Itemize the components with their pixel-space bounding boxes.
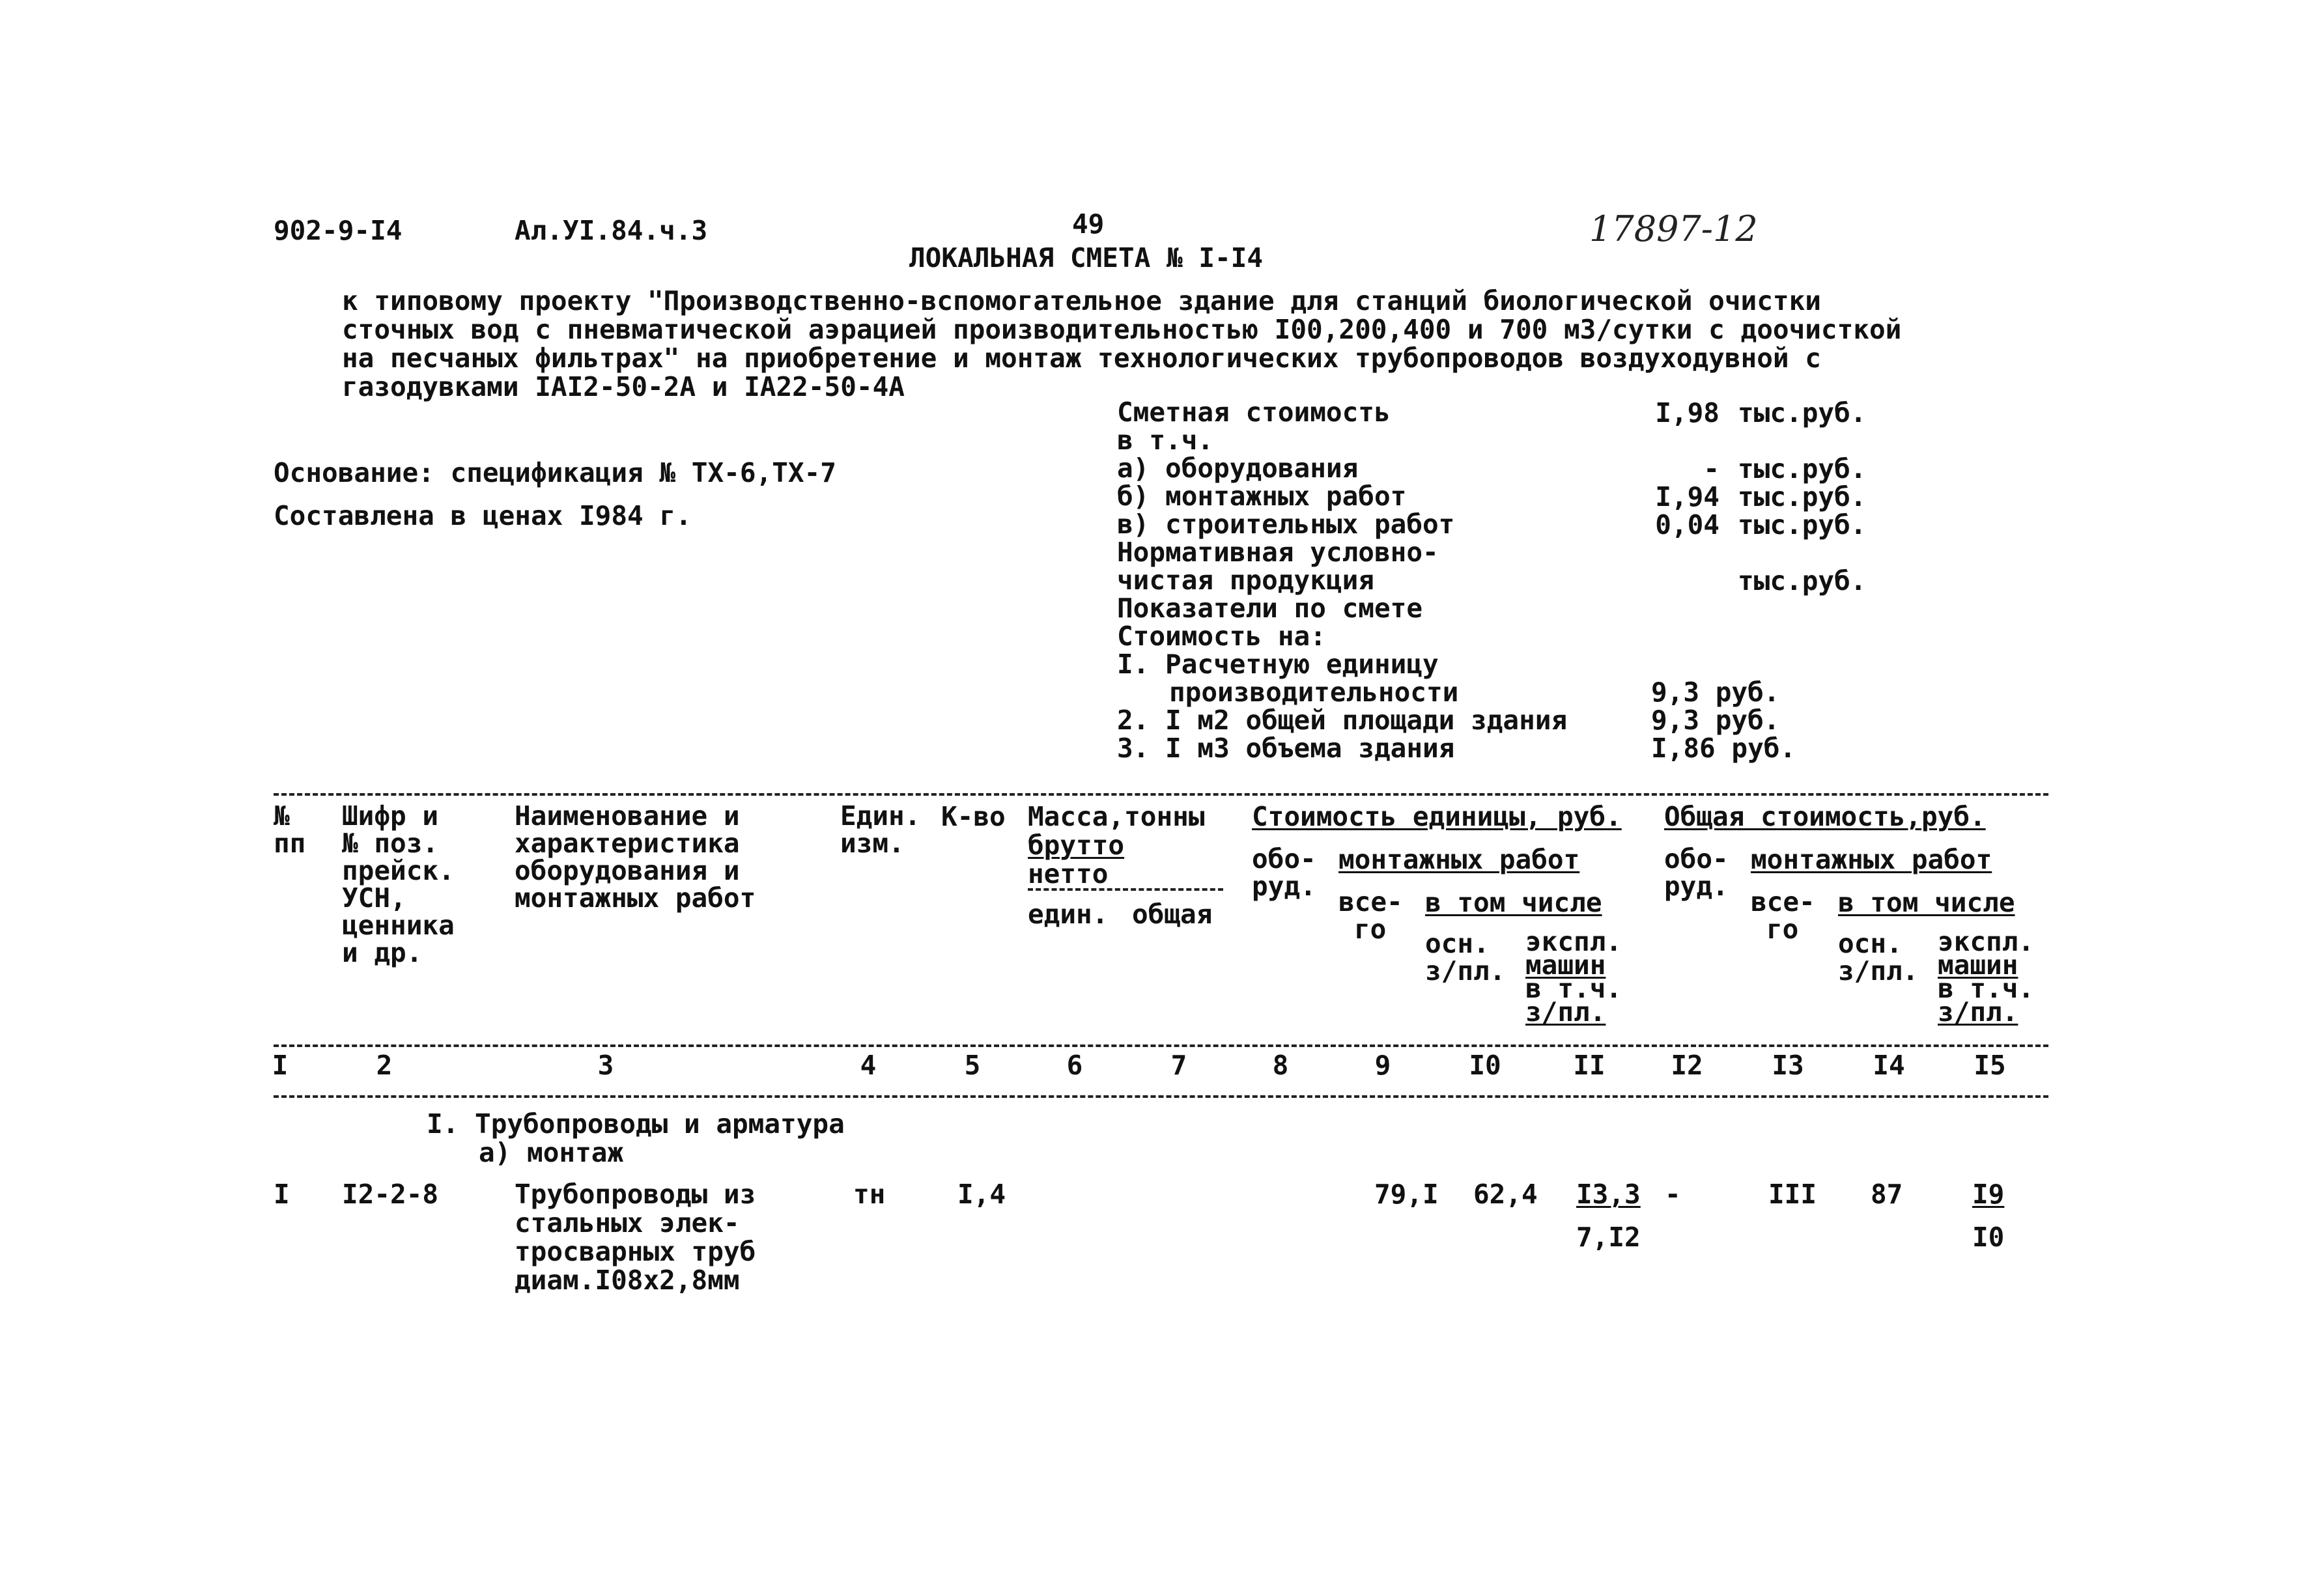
header-text: руд. [1252,871,1316,902]
summary-install-unit: тыс.руб. [1738,481,1867,512]
summary-norm-unit: тыс.руб. [1738,565,1867,596]
summary-indicators: Показатели по смете [1117,593,1422,624]
section-title: I. Трубопроводы и арматура [427,1108,845,1140]
col-number: I0 [1469,1050,1501,1081]
header-text: з/пл. [1938,996,2018,1028]
header-text: Наименование и [515,800,740,832]
col-header-unit [840,802,920,857]
unit-cost-title: Стоимость единицы, руб. [1252,801,1622,832]
total-incl-header: в том числе [1838,887,2015,918]
row-equip-total: - [1665,1179,1681,1210]
header-text: оборудования и [515,855,740,886]
col-header-code [342,802,455,966]
header-text: Шифр и [342,800,439,832]
summary-ind3-value: I,86 руб. [1651,733,1796,764]
col-number: 5 [964,1050,981,1081]
col-number: 7 [1170,1050,1187,1081]
header-text: прейск. [342,855,455,886]
header-text: з/пл. [1525,996,1606,1028]
summary-ind1-value: 9,3 руб. [1651,677,1780,708]
header-text: ценника [342,910,455,941]
header-text: монтажных работ [515,882,756,914]
project-description [342,287,1901,401]
unit-equip-header [1252,845,1316,900]
col-number: I5 [1974,1050,2006,1081]
header-text: го [1354,914,1387,945]
header-text: машин [1525,949,1606,981]
col-number: I2 [1671,1050,1703,1081]
unit-incl-header: в том числе [1425,887,1602,918]
total-equip-header [1664,845,1729,900]
header-text: обо- [1252,843,1316,875]
header-text: все- [1338,886,1403,917]
total-machines-header [1938,926,2035,1028]
row-unit-total: 79,I [1374,1179,1439,1210]
description-line: газодувками IAI2-50-2A и IA22-50-4A [342,371,905,402]
header-text: обо- [1664,843,1729,875]
summary-equip-unit: тыс.руб. [1738,453,1867,484]
total-install-header: монтажных работ [1751,844,1992,875]
col-number: I4 [1873,1050,1905,1081]
page-title: ЛОКАЛЬНАЯ СМЕТА № I-I4 [909,242,1264,273]
summary-cost-value: I,98 [1655,397,1720,428]
col-number: I [272,1050,289,1081]
header-text: машин [1938,949,2018,981]
header-text: экспл. [1938,926,2035,957]
col-header-name [515,802,756,912]
row-code: I2-2-8 [342,1179,439,1210]
col-number: 6 [1066,1050,1083,1081]
summary-cost-per: Стоимость на: [1117,621,1326,652]
header-text: изм. [840,828,905,859]
header-text: № поз. [342,828,439,859]
col-header-qty: К-во [941,801,1006,832]
basis-spec: Основание: спецификация № ТХ-6,ТХ-7 [274,457,836,488]
summary-build-unit: тыс.руб. [1738,509,1867,540]
row-unit-wage: 62,4 [1473,1179,1538,1210]
row-unit-mach-wage: 7,I2 [1576,1222,1641,1253]
header-text: все- [1751,886,1815,917]
summary-cost-unit: тыс.руб. [1738,397,1867,428]
summary-ind3-label: 3. I м3 объема здания [1117,733,1455,764]
summary-build-value: 0,04 [1655,509,1720,540]
unit-wage-header [1425,930,1505,985]
row-unit: тн [853,1179,886,1210]
table-top-rule [274,793,2048,796]
handwritten-code: 17897-12 [1589,208,1758,249]
header-bottom-rule [274,1044,2048,1047]
section-subtitle: а) монтаж [479,1137,624,1168]
col-number: 9 [1374,1050,1391,1081]
header-text: УСН, [342,882,406,914]
total-total-header [1751,888,1815,943]
summary-ind1-label: производительности [1169,677,1459,708]
summary-equip-value: - [1703,453,1720,484]
description-line: к типовому проекту "Производственно-вспомогательное здание для станций биологической очистки [342,285,1821,316]
summary-build-label: в) строительных работ [1117,509,1455,540]
cost-summary-labels [1117,399,1567,763]
mass-rule [1028,888,1223,891]
album-ref: Ал.УI.84.ч.3 [515,215,708,246]
summary-ind2-label: 2. I м2 общей площади здания [1117,705,1568,736]
col-number: 3 [597,1050,614,1081]
header-text: осн. [1838,928,1903,959]
header-text: з/пл. [1425,955,1506,987]
header-text: и др. [342,937,423,968]
row-name-line: диам.I08х2,8мм [515,1265,740,1296]
row-name-line: Трубопроводы из [515,1179,756,1210]
mass-unit: един. [1028,899,1109,930]
row-qty: I,4 [957,1179,1006,1210]
total-wage-header [1838,930,1918,985]
total-cost-title: Общая стоимость,руб. [1664,801,1986,832]
page-number: 49 [1072,208,1105,240]
header-text: в т.ч. [1938,973,2035,1004]
header-text: осн. [1425,928,1490,959]
summary-install-value: I,94 [1655,481,1720,512]
description-line: на песчаных фильтрах" на приобретение и монтаж технологических трубопроводов воздуходувной с [342,343,1821,374]
row-unit-mach: I3,3 [1576,1179,1641,1210]
header-text: руд. [1664,871,1729,902]
doc-code: 902-9-I4 [274,215,403,246]
header-text: з/пл. [1838,955,1919,987]
col-number: 8 [1272,1050,1289,1081]
basis-prices: Составлена в ценах I984 г. [274,500,692,531]
header-text: характеристика [515,828,740,859]
col-number: II [1573,1050,1606,1081]
header-text: № [274,800,290,832]
header-text: экспл. [1525,926,1622,957]
summary-norm-label: Нормативная условно- [1117,537,1439,568]
summary-cost-label: Сметная стоимость [1117,397,1391,428]
summary-ind2-value: 9,3 руб. [1651,705,1780,736]
summary-install-label: б) монтажных работ [1117,481,1407,512]
header-text: го [1766,914,1799,945]
summary-ind1-label: I. Расчетную единицу [1117,649,1439,680]
col-number: I3 [1772,1050,1804,1081]
row-total-wage: 87 [1871,1179,1903,1210]
summary-norm-label: чистая продукция [1117,565,1374,596]
unit-install-header: монтажных работ [1338,844,1580,875]
header-text: пп [274,828,306,859]
mass-title: Масса,тонны [1028,801,1205,832]
unit-machines-header [1525,926,1622,1028]
row-total-mach-wage: I0 [1972,1222,2005,1253]
summary-equip-label: а) оборудования [1117,453,1359,484]
col-header-num [274,802,305,857]
col-number: 2 [376,1050,393,1081]
unit-total-header [1338,888,1403,943]
col-number: 4 [860,1050,877,1081]
summary-incl: в т.ч. [1117,425,1214,456]
numbers-bottom-rule [274,1095,2048,1098]
mass-gross: брутто [1028,830,1125,861]
header-text: в т.ч. [1525,973,1622,1004]
header-text: Един. [840,800,921,832]
row-name [515,1180,756,1295]
row-total-mach: I9 [1972,1179,2005,1210]
description-line: сточных вод с пневматической аэрацией производительностью I00,200,400 и 700 м3/сутки с доочисткой [342,314,1902,345]
row-name-line: стальных элек- [515,1207,740,1239]
mass-total: общая [1132,899,1213,930]
row-num: I [274,1179,290,1210]
row-name-line: тросварных труб [515,1236,756,1267]
mass-net: нетто [1028,858,1109,889]
row-total: III [1768,1179,1817,1210]
